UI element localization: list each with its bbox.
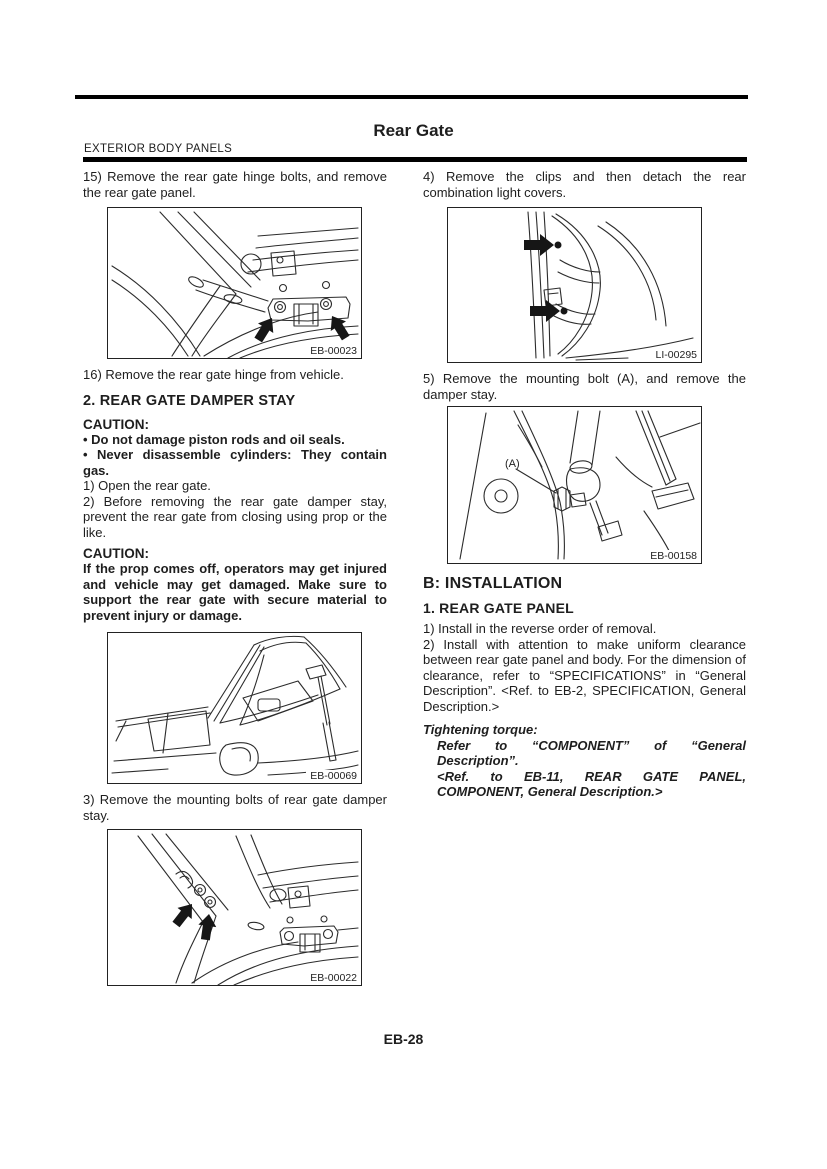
torque-title: Tightening torque: xyxy=(423,722,538,737)
step-5-text: 5) Remove the mounting bolt (A), and remove the damper stay. xyxy=(423,371,746,402)
figure-damper-bolts xyxy=(107,829,362,986)
step-4-text: 4) Remove the clips and then detach the rear combination light covers. xyxy=(423,169,746,200)
figure-code: LI-00295 xyxy=(652,349,699,361)
left-column xyxy=(83,169,387,986)
caution-heading: CAUTION: xyxy=(83,416,149,432)
bolt-line-art xyxy=(460,411,700,561)
caution-heading: CAUTION: xyxy=(83,546,149,561)
body-line-art xyxy=(112,212,358,358)
figure-code: EB-00022 xyxy=(306,972,359,984)
caution-bullet-1: • Do not damage piston rods and oil seals. xyxy=(83,431,345,447)
figure-code: EB-00023 xyxy=(306,345,359,357)
caution-bullet-2: • Never disassemble cylinders: They contain gas. xyxy=(83,447,387,478)
heading-rear-gate-damper-stay: 2. REAR GATE DAMPER STAY xyxy=(83,392,296,409)
callout-a-text: (A) xyxy=(505,458,520,470)
figure-open-gate-prop xyxy=(107,632,362,784)
right-column xyxy=(423,169,746,800)
figure-light-cover xyxy=(447,207,702,363)
vehicle-line-art xyxy=(112,636,358,775)
caution-text: If the prop comes off, operators may get injured and vehicle may get damaged. Make sure to support the rear gate with secure material to prevent injury or damage. xyxy=(83,561,387,623)
body-line-art xyxy=(138,834,358,985)
install-step-1-text: 1) Install in the reverse order of removal. xyxy=(423,621,657,636)
step-15-text: 15) Remove the rear gate hinge bolts, and remove the rear gate panel. xyxy=(83,169,387,200)
step-3-text: 3) Remove the mounting bolts of rear gate damper stay. xyxy=(83,792,387,823)
mounting-bolt-diagram xyxy=(448,407,701,563)
header-rule xyxy=(83,157,747,162)
torque-reference-1: Refer to “COMPONENT” of “General Description”. xyxy=(437,737,746,768)
heading-installation: B: INSTALLATION xyxy=(423,575,563,592)
open-gate-diagram xyxy=(108,633,361,783)
step-1-text: 1) Open the rear gate. xyxy=(83,478,211,493)
page-number: EB-28 xyxy=(383,1031,424,1047)
bolt-pointer-arrows xyxy=(169,898,218,941)
tightening-torque-block xyxy=(423,722,746,800)
figure-mounting-bolt xyxy=(447,406,702,564)
section-label: EXTERIOR BODY PANELS xyxy=(84,143,233,155)
top-rule xyxy=(75,95,748,99)
light-cover-diagram xyxy=(448,208,701,362)
figure-hinge-bolts xyxy=(107,207,362,359)
install-step-2-text: 2) Install with attention to make uniform clearance between rear gate panel and body. For the dimension of clearance, refer to “SPECIFICATIONS” in “General Description”. <Ref. to EB-2, SPECIFICATION, General Description.> xyxy=(423,636,746,714)
torque-reference-2: <Ref. to EB-11, REAR GATE PANEL, COMPONENT, General Description.> xyxy=(437,768,746,799)
bolt-pointer-arrows xyxy=(251,311,354,345)
light-line-art xyxy=(528,212,693,360)
damper-bolts-diagram xyxy=(108,830,361,985)
figure-code: EB-00158 xyxy=(646,550,699,562)
figure-code: EB-00069 xyxy=(306,770,359,782)
clip-pointer-arrows xyxy=(524,234,568,322)
hinge-bolts-diagram xyxy=(108,208,361,358)
heading-rear-gate-panel: 1. REAR GATE PANEL xyxy=(423,600,574,616)
page-title: Rear Gate xyxy=(373,121,454,140)
step-2-text: 2) Before removing the rear gate damper stay, prevent the rear gate from closing using prop or the like. xyxy=(83,493,387,540)
step-16-text: 16) Remove the rear gate hinge from vehicle. xyxy=(83,367,344,382)
